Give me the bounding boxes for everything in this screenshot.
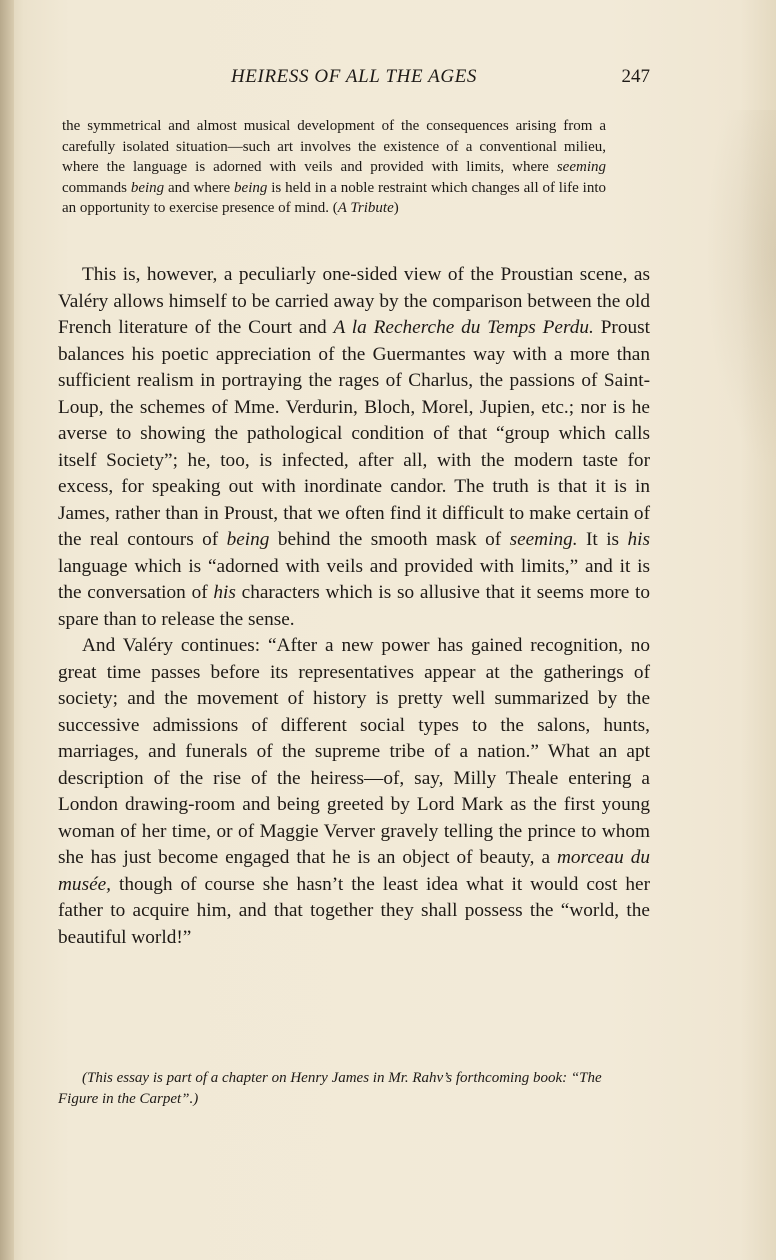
emphasis: morceau du musée, bbox=[58, 847, 650, 895]
footnote bbox=[58, 1068, 618, 1110]
block-quote bbox=[62, 116, 606, 219]
quote-text: commands bbox=[62, 179, 131, 196]
footnote-text: (This essay is part of a chapter on Henry James in Mr. Rahv’s forthcoming book: bbox=[82, 1070, 571, 1086]
body-text bbox=[58, 262, 650, 951]
quote-emphasis: seeming bbox=[556, 159, 606, 175]
emphasis: his bbox=[213, 582, 236, 603]
page-header bbox=[58, 66, 650, 96]
quote-text: and where bbox=[164, 179, 235, 196]
footnote-book-title: “The Figure in the Carpet” bbox=[58, 1070, 602, 1107]
paragraph-text: This is, however, a peculiarly one-sided view of the Proustian scene, as Valéry allows himself to be carried away by the comparison between the old French literature of the Court and bbox=[58, 264, 650, 338]
emphasis: seeming. bbox=[509, 529, 578, 550]
running-head: HEIRESS OF ALL THE AGES bbox=[230, 66, 478, 87]
quote-source: A Tribute bbox=[337, 200, 394, 216]
paragraph-text: And Valéry continues: “After a new power has gained recognition, no great time passes before its representatives appear at the gatherings of society; and the movement of history is pretty well summarized by the successive admissions of different social types to the salons, hunts, marriages, and funerals of the supreme tribe of a nation.” What an apt description of the rise of the heiress—of, say, Milly Theale entering a London drawing-room and being greeted by Lord Mark as the first young woman of her time, or of Maggie Verver gravely telling the prince to whom she has just become engaged that he is an object of beauty, a bbox=[58, 635, 650, 868]
quote-emphasis: being bbox=[130, 179, 165, 196]
paragraph-text: characters which is so allusive that it seems more to spare than to release the sense. bbox=[58, 582, 651, 630]
emphasis: being bbox=[226, 529, 270, 550]
emphasis: his bbox=[627, 529, 650, 550]
paper-discoloration bbox=[706, 110, 776, 470]
paragraph-2 bbox=[58, 633, 650, 951]
footnote-text: .) bbox=[189, 1091, 199, 1107]
paragraph-1 bbox=[58, 262, 650, 633]
page-gutter-shadow bbox=[0, 0, 14, 1260]
page-number: 247 bbox=[621, 66, 650, 87]
quote-text: is held in a noble restraint which changes all of life into an opportunity to exercise presence of mind. ( bbox=[62, 179, 606, 216]
quote-emphasis: being bbox=[234, 179, 268, 196]
paragraph-text: behind the smooth mask of bbox=[269, 529, 510, 550]
paragraph-text: though of course she hasn’t the least idea what it would cost her father to acquire him, and that together they shall possess the “world, the beautiful world!” bbox=[58, 873, 650, 948]
book-title: A la Recherche du Temps Perdu. bbox=[333, 317, 594, 338]
paragraph-text: language which is “adorned with veils and provided with limits,” and it is the conversation of bbox=[58, 555, 650, 603]
quote-text: the symmetrical and almost musical development of the consequences arising from a carefully isolated situation—such art involves the existence of a conventional milieu, where the language is adorned with veils and provided with limits, where bbox=[62, 118, 606, 175]
quote-text: ) bbox=[393, 200, 399, 216]
paragraph-text: It is bbox=[577, 529, 628, 550]
paragraph-text: Proust balances his poetic appreciation of the Guermantes way with a more than sufficient realism in portraying the rages of Charlus, the passions of Saint-Loup, the schemes of Mme. Verdurin, Bloch, Morel, Jupien, etc.; nor is he averse to showing the pathological condition of that “group which calls itself Society”; he, too, is infected, after all, with the modern taste for excess, for speaking out with inordinate candor. The truth is that it is in James, rather than in Proust, that we often find it difficult to make certain of the real contours of bbox=[58, 317, 650, 550]
